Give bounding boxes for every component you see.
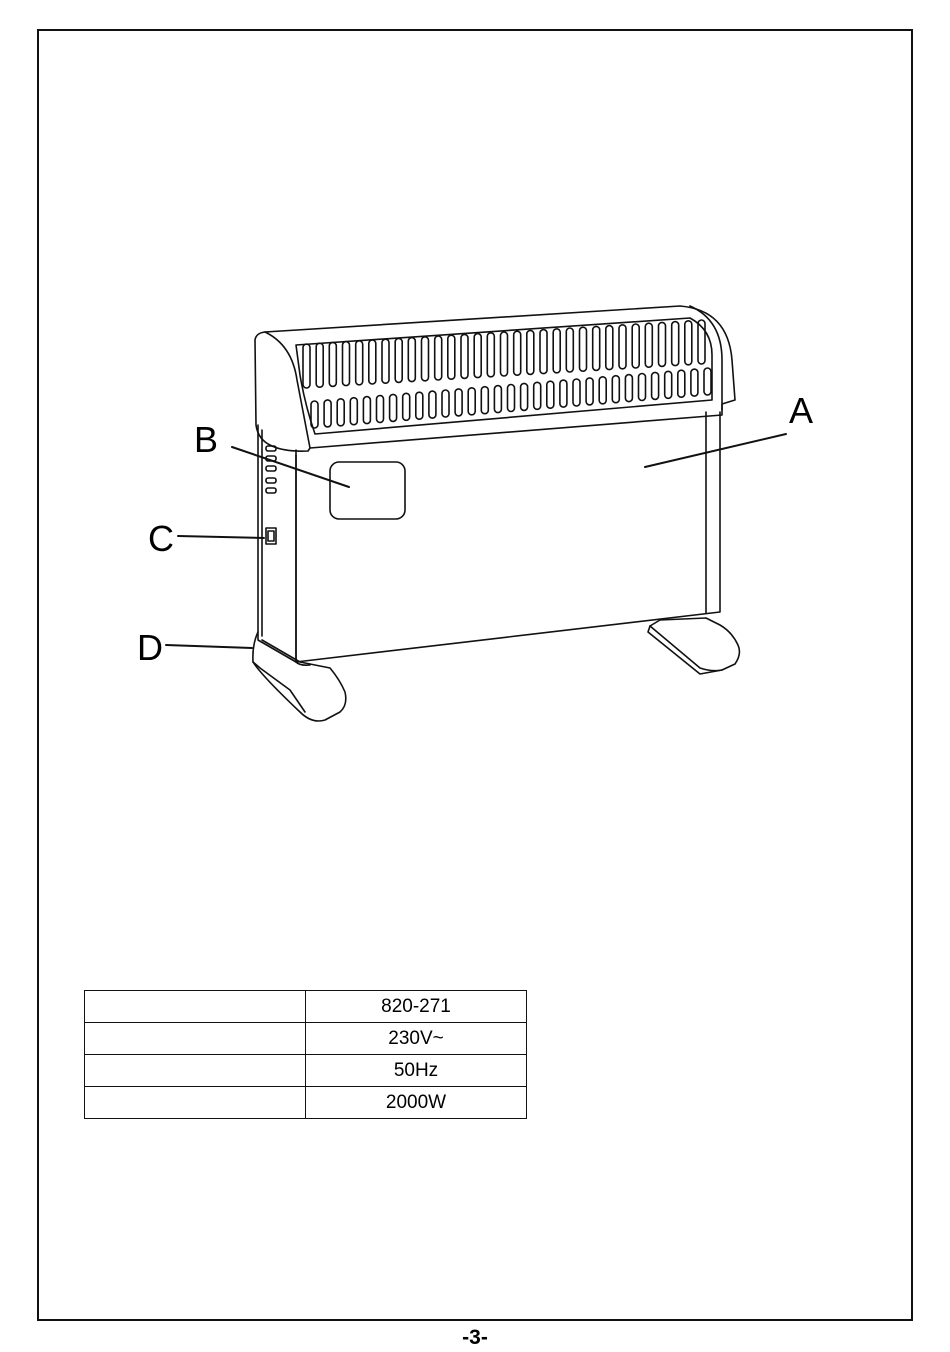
callout-label-d: D bbox=[137, 627, 163, 668]
spec-label-cell bbox=[85, 991, 306, 1023]
leader-line-c bbox=[178, 536, 264, 538]
control-panel-window bbox=[330, 462, 405, 519]
specifications-table bbox=[84, 990, 527, 1119]
spec-power-value: 2000W bbox=[306, 1087, 527, 1119]
callout-label-b: B bbox=[194, 419, 219, 460]
heater-front-panel bbox=[296, 412, 720, 665]
table-row bbox=[85, 991, 527, 1023]
spec-voltage-value: 230V~ bbox=[306, 1023, 527, 1055]
heater-side-panel bbox=[258, 425, 296, 662]
leader-line-a bbox=[645, 434, 786, 467]
callout-label-a: A bbox=[789, 390, 814, 431]
spec-model-value: 820-271 bbox=[306, 991, 527, 1023]
table-row bbox=[85, 1023, 527, 1055]
spec-label-cell bbox=[85, 1055, 306, 1087]
spec-label-cell bbox=[85, 1023, 306, 1055]
heater-top-cap bbox=[255, 306, 735, 451]
heater-feet bbox=[253, 618, 740, 721]
spec-label-cell bbox=[85, 1087, 306, 1119]
spec-frequency-value: 50Hz bbox=[306, 1055, 527, 1087]
table-row bbox=[85, 1055, 527, 1087]
leader-line-d bbox=[166, 645, 252, 648]
callout-label-c: C bbox=[148, 518, 174, 559]
page-number: -3- bbox=[462, 1326, 488, 1349]
table-row bbox=[85, 1087, 527, 1119]
